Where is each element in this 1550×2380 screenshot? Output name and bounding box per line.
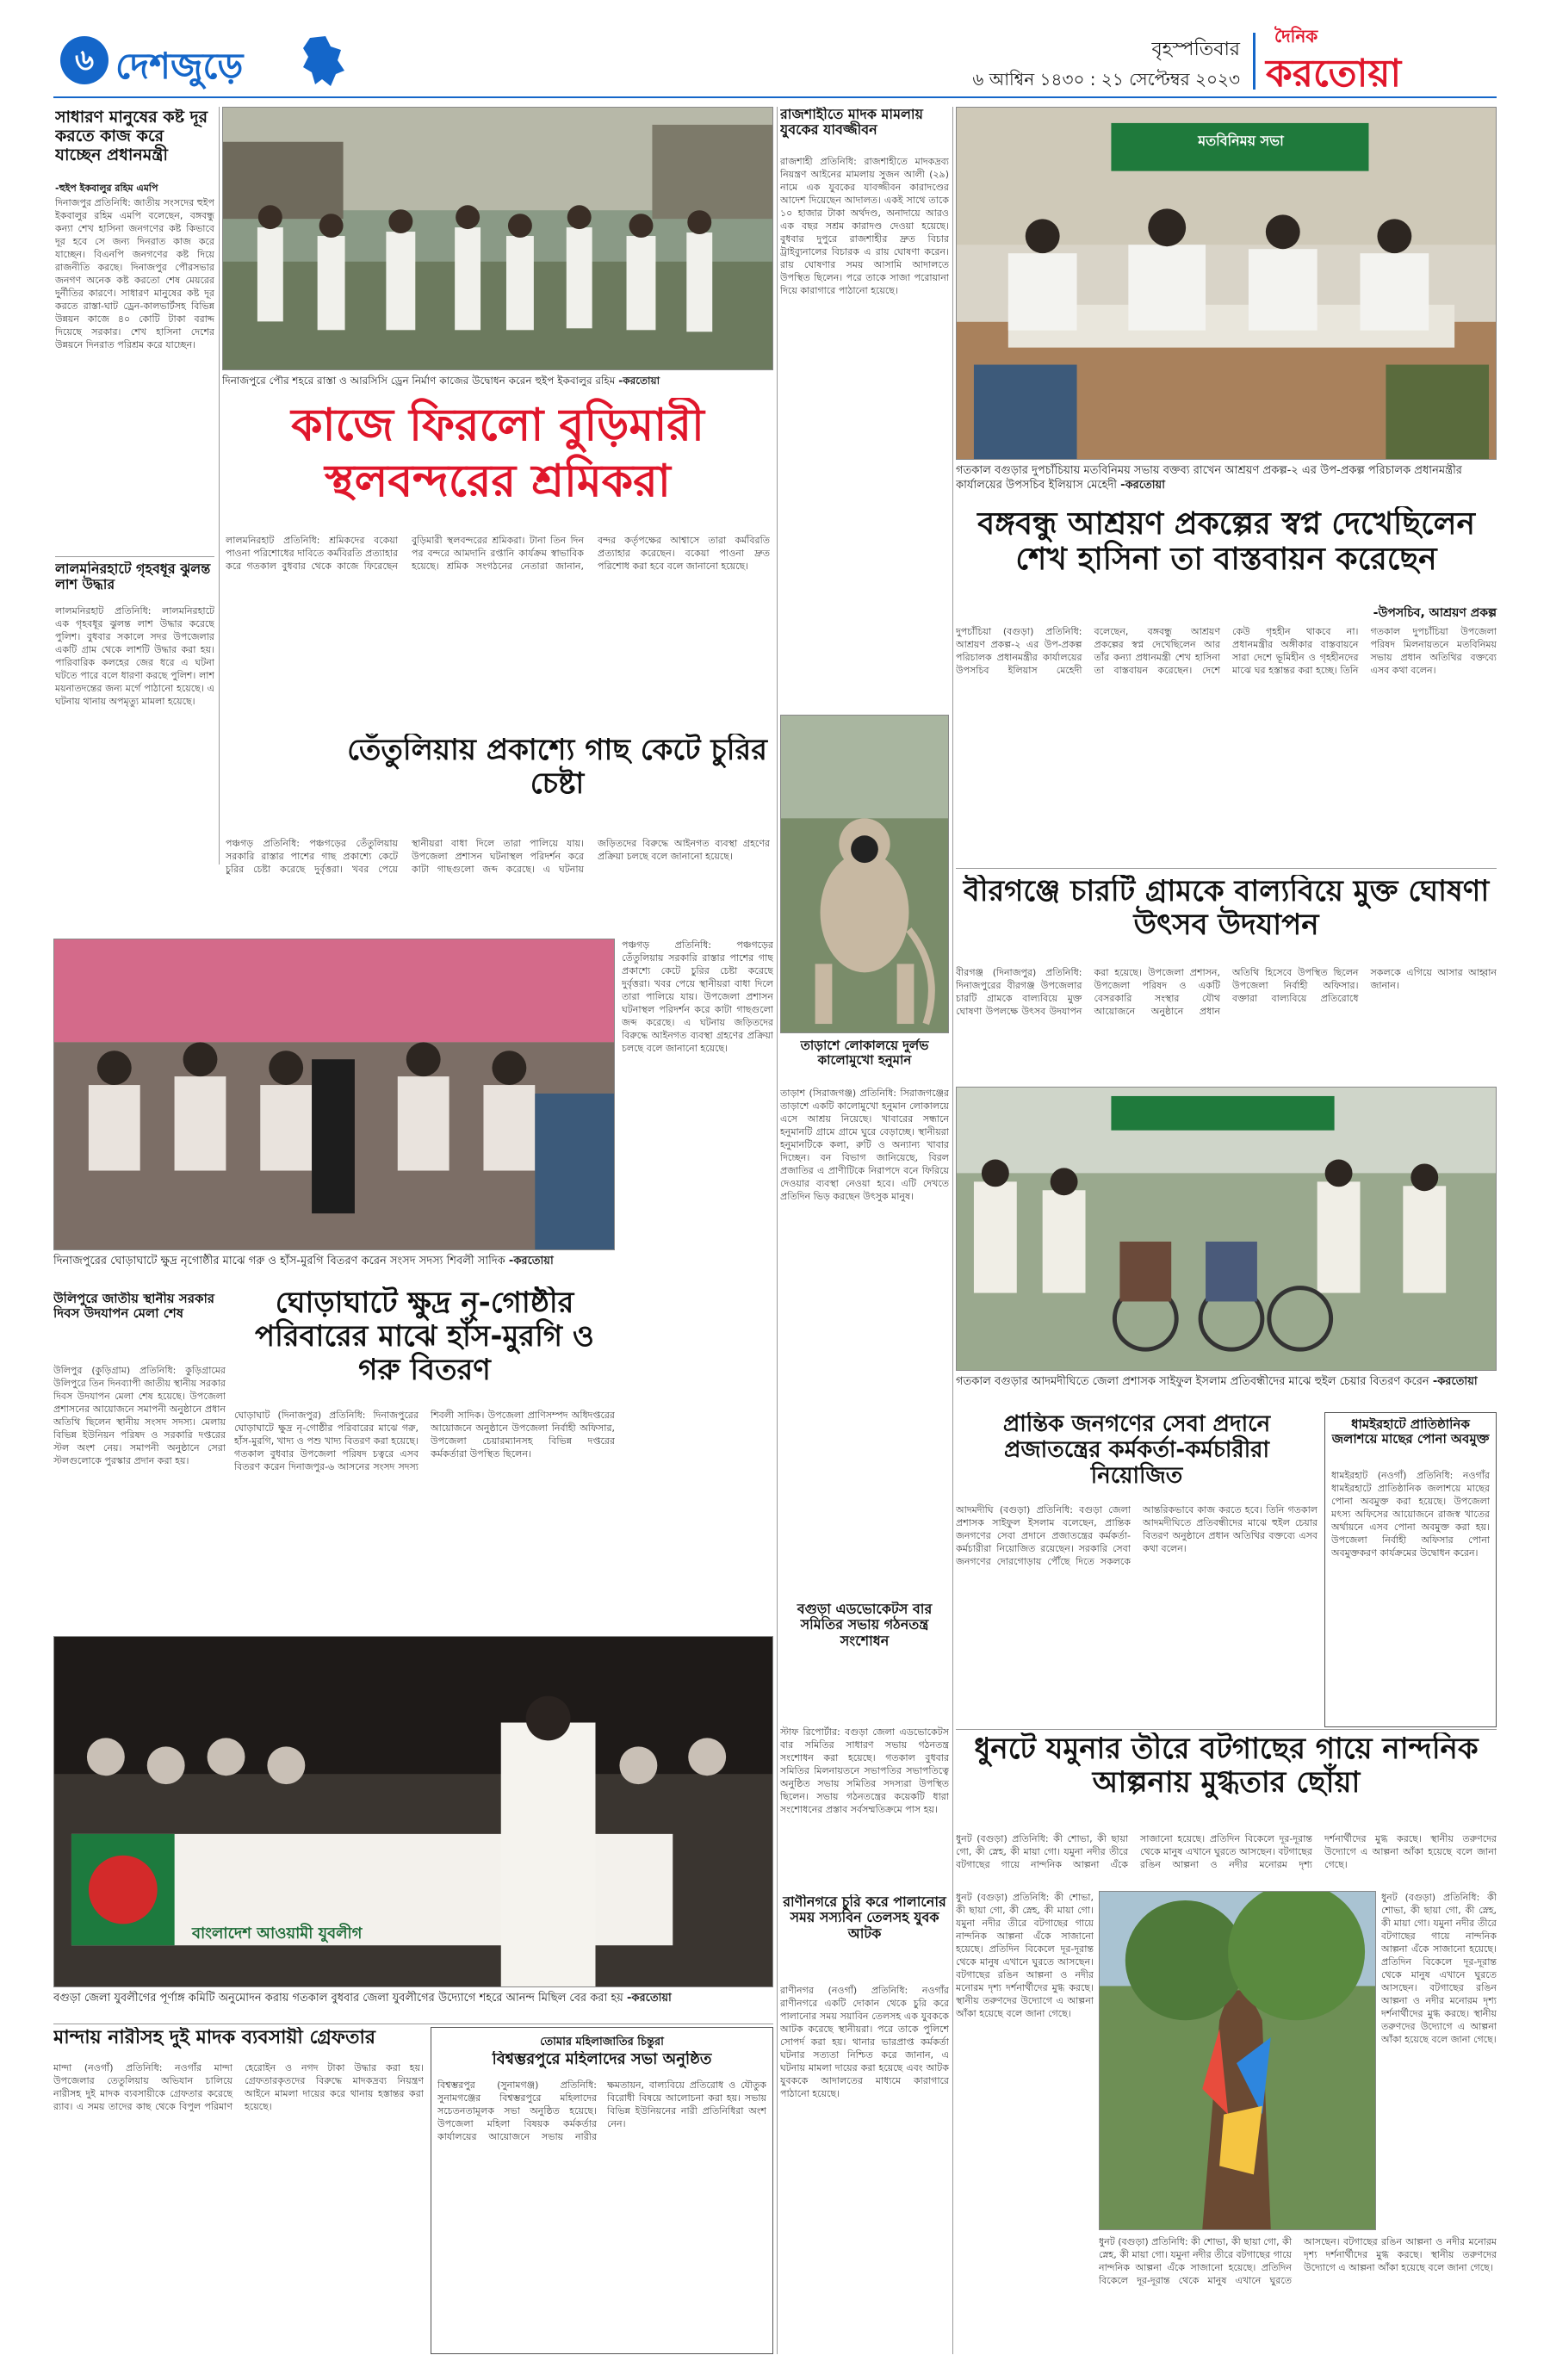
story-9-photo-caption [53, 1254, 615, 1285]
story-7-headline: বঙ্গবন্ধু আশ্রয়ণ প্রকল্পের স্বপ্ন দেখেছিলেন শেখ হাসিনা তা বাস্তবায়ন করেছেন [977, 506, 1475, 578]
story-11-photo-caption: তাড়াশে লোকালয়ে দুর্লভ কালোমুখো হনুমান [800, 1038, 929, 1069]
caption-text: বগুড়া জেলা যুবলীগের পূর্ণাঙ্গ কমিটি অনুমোদন করায় গতকাল বুধবার জেলা যুবলীগের উদ্যোগে শহরে আনন্দ মিছিল বের করা হয় [53, 1992, 623, 2005]
story-7-body: দুপচাঁচিয়া (বগুড়া) প্রতিনিধি: আশ্রয়ণ প্রকল্প-২ এর উপ-প্রকল্প পরিচালক প্রধানমন্ত্রীর কার্যালয়ের উপসচিব ইলিয়াস মেহেদী বলেছেন, বঙ্গবন্ধু আশ্রয়ণ প্রকল্পের স্বপ্ন দেখেছিলেন আর তাঁর কন্যা প্রধানমন্ত্রী শেখ হাসিনা তা বাস্তবায়ন করেছেন। দেশে কেউ গৃহহীন থাকবে না। প্রধানমন্ত্রীর অঙ্গীকার বাস্তবায়নে সারা দেশে ভূমিহীন ও গৃহহীনদের মাঝে ঘর হস্তান্তর করা হচ্ছে। তিনি গতকাল দুপচাঁচিয়া উপজেলা পরিষদ মিলনায়তনে মতবিনিময় সভায় প্রধান অতিথির বক্তব্যে এসব কথা বলেন। [956, 626, 1497, 676]
story-11-body: তাড়াশ (সিরাজগঞ্জ) প্রতিনিধি: সিরাজগঞ্জের তাড়াশে একটি কালোমুখো হনুমান লোকালয়ে এসে আশ্রয় নিয়েছে। খাবারের সন্ধানে হনুমানটি গ্রামে গ্রামে ঘুরে বেড়াচ্ছে। স্থানীয়রা হনুমানটিকে কলা, রুটি ও অন্যান্য খাবার দিচ্ছেন। বন বিভাগ জানিয়েছে, বিরল প্রজাতির এ প্রাণীটিকে নিরাপদে বনে ফিরিয়ে দেওয়ার ব্যবস্থা নেওয়া হবে। এটি দেখতে প্রতিদিন ভিড় করছেন উৎসুক মানুষ। [780, 1088, 949, 1202]
story-12-banner: বাংলাদেশ আওয়ামী যুবলীগ [192, 1924, 363, 1943]
story-10-headline: উলিপুরে জাতীয় স্থানীয় সরকার দিবস উদযাপন মেলা শেষ [53, 1292, 215, 1322]
story-2-headline: লালমনিরহাটে গৃহবধূর ঝুলন্ত লাশ উদ্ধার [55, 561, 211, 593]
story-18-photo [1099, 1891, 1376, 2230]
story-9-body: ঘোড়াঘাট (দিনাজপুর) প্রতিনিধি: দিনাজপুরের ঘোড়াঘাটে ক্ষুদ্র নৃ-গোষ্ঠীর পরিবারের মাঝে গরু, হাঁস-মুরগি, খাদ্য ও পশু খাদ্য বিতরণ করা হয়েছে। গতকাল বুধবার উপজেলা পরিষদ চত্বরে এসব বিতরণ করেন দিনাজপুর-৬ আসনের সংসদ সদস্য শিবলী সাদিক। উপজেলা প্রাণিসম্পদ অধিদপ্তরের আয়োজনে অনুষ্ঠানে উপজেলা নির্বাহী অফিসার, উপজেলা চেয়ারম্যানসহ বিভিন্ন দপ্তরের কর্মকর্তারা উপস্থিত ছিলেন। [234, 1410, 615, 1472]
story-9-headline: ঘোড়াঘাটে ক্ষুদ্র নৃ-গোষ্ঠীর পরিবারের মাঝে হাঁস-মুরগি ও গরু বিতরণ [255, 1286, 594, 1388]
story-1-byline: -হুইপ ইকবালুর রহিম এমপি [55, 183, 158, 194]
weekday: বৃহস্পতিবার [1151, 39, 1240, 60]
column-rule [219, 107, 220, 865]
column-rule [777, 107, 778, 2354]
column-rule [952, 107, 953, 2354]
story-8-headline: বীরগঞ্জে চারটি গ্রামকে বাল্যবিয়ে মুক্ত ঘোষণা উৎসব উদযাপন [963, 875, 1490, 943]
story-20-body: বিশ্বম্ভরপুর (সুনামগঞ্জ) প্রতিনিধি: সুনামগঞ্জের বিশ্বম্ভরপুরে মহিলাদের সচেতনতামূলক সভা অনুষ্ঠিত হয়েছে। উপজেলা মহিলা বিষয়ক কর্মকর্তার কার্যালয়ের আয়োজনে সভায় নারীর ক্ষমতায়ন, বাল্যবিয়ে প্রতিরোধ ও যৌতুক বিরোধী বিষয়ে আলোচনা করা হয়। সভায় বিভিন্ন ইউনিয়নের নারী প্রতিনিধিরা অংশ নেন। [437, 2079, 766, 2142]
story-3-headline: রাজশাহীতে মাদক মামলায় যুবকের যাবজ্জীবন [780, 107, 923, 139]
story-14-headline: প্রান্তিক জনগণের সেবা প্রদানে প্রজাতন্ত্রের কর্মকর্তা-কর্মচারীরা নিয়োজিত [1002, 1412, 1271, 1489]
story-8-body: বীরগঞ্জ (দিনাজপুর) প্রতিনিধি: দিনাজপুরের বীরগঞ্জ উপজেলার চারটি গ্রামকে বাল্যবিয়ে মুক্ত ঘোষণা উপলক্ষে উৎসব উদযাপন করা হয়েছে। উপজেলা প্রশাসন, উপজেলা পরিষদ ও একটি বেসরকারি সংস্থার যৌথ আয়োজনে অনুষ্ঠানে প্রধান অতিথি হিসেবে উপস্থিত ছিলেন উপজেলা নির্বাহী অফিসার। বক্তারা বাল্যবিয়ে প্রতিরোধে সকলকে এগিয়ে আসার আহ্বান জানান। [956, 967, 1497, 1017]
story-11-photo [780, 715, 949, 1033]
paper-logo: করতোয়া [1266, 52, 1402, 96]
story-14-body: আদমদীঘি (বগুড়া) প্রতিনিধি: বগুড়া জেলা প্রশাসক সাইফুল ইসলাম বলেছেন, প্রান্তিক জনগণের সেবা প্রদানে প্রজাতন্ত্রের কর্মকর্তা-কর্মচারীরা নিয়োজিত রয়েছেন। সরকারি সেবা জনগণের দোরগোড়ায় পৌঁছে দিতে সকলকে আন্তরিকভাবে কাজ করতে হবে। তিনি গতকাল আদমদীঘিতে প্রতিবন্ধীদের মাঝে হুইল চেয়ার বিতরণ অনুষ্ঠানে প্রধান অতিথির বক্তব্যে এসব কথা বলেন। [956, 1504, 1318, 1567]
story-4-banner: মতবিনিময় সভা [1198, 133, 1284, 149]
story-1-body: দিনাজপুর প্রতিনিধি: জাতীয় সংসদের হুইপ ইকবালুর রহিম এমপি বলেছেন, বঙ্গবন্ধু কন্যা শেখ হাসিনা জনগণের কষ্ট কিভাবে দূর হবে সে জন্য দিনরাত কাজ করে যাচ্ছেন। বিএনপি জনগণের কষ্ট দিয়ে রাজনীতি করছে। দিনাজপুর পৌরসভার জনগণ অনেক কষ্ট করতো শেষ মেয়রের দুর্নীতির কারণে। সাধারণ মানুষের কষ্ট দূর করতে রাস্তা-ঘাট ড্রেন-কালভার্টসহ বিভিন্ন উন্নয়ন কাজে ৪০ কোটি টাকা বরাদ্দ দিয়েছে সরকার। শেখ হাসিনা দেশের উন্নয়নে দিনরাত পরিশ্রম করে যাচ্ছেন। [55, 197, 214, 350]
row-rule [956, 1729, 1497, 1730]
story-12-photo-caption [53, 1991, 773, 2022]
masthead-rule [53, 96, 1497, 98]
story-19-headline: মান্দায় নারীসহ দুই মাদক ব্যবসায়ী গ্রেফতার [53, 2027, 375, 2048]
story-7-byline: -উপসচিব, আশ্রয়ণ প্রকল্প [1373, 606, 1497, 620]
masthead [0, 0, 1550, 95]
story-4-photo-caption [956, 463, 1497, 494]
story-12-photo [53, 1636, 773, 1987]
paper-name-top: দৈনিক [1274, 26, 1318, 46]
story-5-photo-caption [222, 374, 773, 391]
story-18-body-right: ধুনট (বগুড়া) প্রতিনিধি: কী শোভা, কী ছায়া গো, কী স্নেহ, কী মায়া গো। যমুনা নদীর তীরে বটগাছের গায়ে নান্দনিক আল্পনা এঁকে সাজানো হয়েছে। প্রতিদিন বিকেলে দূর-দূরান্ত থেকে মানুষ এখানে ঘুরতে আসছেন। বটগাছের রঙিন আল্পনা ও নদীর মনোরম দৃশ্য দর্শনার্থীদের মুগ্ধ করছে। স্থানীয় তরুণদের উদ্যোগে এ আল্পনা আঁকা হয়েছে বলে জানা গেছে। [1381, 1892, 1497, 2045]
caption-text: দিনাজপুরের ঘোড়াঘাটে ক্ষুদ্র নৃগোষ্ঠীর মাঝে গরু ও হাঁস-মুরগি বিতরণ করেন সংসদ সদস্য শিবলী সাদিক [53, 1255, 505, 1267]
story-18-body-bottom: ধুনট (বগুড়া) প্রতিনিধি: কী শোভা, কী ছায়া গো, কী স্নেহ, কী মায়া গো। যমুনা নদীর তীরে বটগাছের গায়ে নান্দনিক আল্পনা এঁকে সাজানো হয়েছে। প্রতিদিন বিকেলে দূর-দূরান্ত থেকে মানুষ এখানে ঘুরতে আসছেন। বটগাছের রঙিন আল্পনা ও নদীর মনোরম দৃশ্য দর্শনার্থীদের মুগ্ধ করছে। স্থানীয় তরুণদের উদ্যোগে এ আল্পনা আঁকা হয়েছে বলে জানা গেছে। [1099, 2236, 1497, 2286]
page-number-badge: ৬ [60, 36, 108, 84]
story-16-headline: ধামইরহাটে প্রাতিষ্ঠানিক জলাশয়ে মাছের পোনা অবমুক্ত [1331, 1417, 1490, 1447]
photo-credit: -করতোয়া [626, 1992, 672, 2005]
story-18-body-left: ধুনট (বগুড়া) প্রতিনিধি: কী শোভা, কী ছায়া গো, কী স্নেহ, কী মায়া গো। যমুনা নদীর তীরে বটগাছের গায়ে নান্দনিক আল্পনা এঁকে সাজানো হয়েছে। প্রতিদিন বিকেলে দূর-দূরান্ত থেকে মানুষ এখানে ঘুরতে আসছেন। বটগাছের রঙিন আল্পনা ও নদীর মনোরম দৃশ্য দর্শনার্থীদের মুগ্ধ করছে। স্থানীয় তরুণদের উদ্যোগে এ আল্পনা আঁকা হয়েছে বলে জানা গেছে। [956, 1892, 1094, 2019]
story-1-headline: সাধারণ মানুষের কষ্ট দূর করতে কাজ করে যাচ্ছেন প্রধানমন্ত্রী [55, 108, 208, 164]
story-13-body: স্টাফ রিপোর্টার: বগুড়া জেলা এডভোকেটস বার সমিতির সাধারণ সভায় গঠনতন্ত্র সংশোধন করা হয়েছে। গতকাল বুধবার সমিতির মিলনায়তনে সভাপতির সভাপতিত্বে অনুষ্ঠিত সভায় সমিতির সদস্যরা উপস্থিত ছিলেন। সভায় গঠনতন্ত্রের কয়েকটি ধারা সংশোধনের প্রস্তাব সর্বসম্মতিক্রমে পাস হয়। [780, 1726, 949, 1815]
story-5-photo [222, 107, 773, 370]
story-13-headline: বগুড়া এডভোকেটস বার সমিতির সভায় গঠনতন্ত্র সংশোধন [797, 1602, 933, 1649]
story-10-body: উলিপুর (কুড়িগ্রাম) প্রতিনিধি: কুড়িগ্রামের উলিপুরে তিন দিনব্যাপী জাতীয় স্থানীয় সরকার দিবস উদযাপন মেলা শেষ হয়েছে। উপজেলা প্রশাসনের আয়োজনে সমাপনী অনুষ্ঠানে প্রধান অতিথি ছিলেন স্থানীয় সংসদ সদস্য। মেলায় বিভিন্ন ইউনিয়ন পরিষদ ও সরকারি দপ্তরের স্টল অংশ নেয়। সমাপনী অনুষ্ঠানে সেরা স্টলগুলোকে পুরস্কার প্রদান করা হয়। [53, 1365, 226, 1466]
story-17-body: রাণীনগর (নওগাঁ) প্রতিনিধি: নওগাঁর রাণীনগরে একটি দোকান থেকে চুরি করে পালানোর সময় সয়াবিন তেলসহ এক যুবককে আটক করেছে স্থানীয়রা। পরে তাকে পুলিশে সোপর্দ করা হয়। থানার ভারপ্রাপ্ত কর্মকর্তা ঘটনার সত্যতা নিশ্চিত করে জানান, এ ঘটনায় মামলা দায়ের করা হয়েছে এবং আটক যুবককে আদালতের মাধ্যমে কারাগারে পাঠানো হয়েছে। [780, 1985, 949, 2099]
story-2-body: লালমনিরহাট প্রতিনিধি: লালমনিরহাটে এক গৃহবধূর ঝুলন্ত লাশ উদ্ধার করেছে পুলিশ। বুধবার সকালে সদর উপজেলার একটি গ্রাম থেকে লাশটি উদ্ধার করা হয়। পারিবারিক কলহের জের ধরে এ ঘটনা ঘটতে পারে বলে ধারণা করছে পুলিশ। লাশ ময়নাতদন্তের জন্য মর্গে পাঠানো হয়েছে। এ ঘটনায় থানায় অপমৃত্যু মামলা হয়েছে। [55, 605, 214, 707]
story-6-headline: তেঁতুলিয়ায় প্রকাশ্যে গাছ কেটে চুরির চেষ্টা [347, 734, 767, 802]
story-9-photo [53, 939, 615, 1250]
bangladesh-map-icon [293, 31, 353, 91]
story-15-photo [956, 1087, 1497, 1371]
story-16-body: ধামইরহাট (নওগাঁ) প্রতিনিধি: নওগাঁর ধামইরহাটে প্রাতিষ্ঠানিক জলাশয়ে মাছের পোনা অবমুক্ত করা হয়েছে। উপজেলা মৎস্য অফিসের আয়োজনে রাজস্ব খাতের অর্থায়নে এসব পোনা অবমুক্ত করা হয়। উপজেলা নির্বাহী অফিসার পোনা অবমুক্তকরণ কার্যক্রমের উদ্বোধন করেন। [1331, 1470, 1490, 1559]
story-6-body: পঞ্চগড় প্রতিনিধি: পঞ্চগড়ের তেঁতুলিয়ায় সরকারি রাস্তার পাশের গাছ প্রকাশ্যে কেটে চুরির চেষ্টা করেছে দুর্বৃত্তরা। খবর পেয়ে স্থানীয়রা বাধা দিলে তারা পালিয়ে যায়। উপজেলা প্রশাসন ঘটনাস্থল পরিদর্শন করে কাটা গাছগুলো জব্দ করেছে। এ ঘটনায় জড়িতদের বিরুদ্ধে আইনগত ব্যবস্থা গ্রহণের প্রক্রিয়া চলছে বলে জানানো হয়েছে। [226, 838, 770, 875]
story-15-photo-caption [956, 1374, 1497, 1405]
photo-credit: -করতোয়া [618, 375, 660, 387]
story-4-photo [956, 107, 1497, 460]
story-5-body: লালমনিরহাট প্রতিনিধি: শ্রমিকদের বকেয়া পাওনা পরিশোধের দাবিতে কর্মবিরতি প্রত্যাহার করে গতকাল বুধবার থেকে কাজে ফিরেছেন বুড়িমারী স্থলবন্দরের শ্রমিকরা। টানা তিন দিন পর বন্দরে আমদানি রপ্তানি কার্যক্রম স্বাভাবিক হয়েছে। শ্রমিক সংগঠনের নেতারা জানান, বন্দর কর্তৃপক্ষের আশ্বাসে তারা কর্মবিরতি প্রত্যাহার করেছেন। বকেয়া পাওনা দ্রুত পরিশোধ করা হবে বলে জানানো হয়েছে। [226, 535, 770, 572]
section-title: দেশজুড়ে [115, 45, 244, 87]
story-20-kicker: তোমার মহিলাজাতির চিন্তুরা [540, 2036, 664, 2048]
caption-text: গতকাল বগুড়ার দুপচাঁচিয়ায় মতবিনিময় সভায় বক্তব্য রাখেন আশ্রয়ণ প্রকল্প-২ এর উপ-প্রকল্প পরিচালক প্রধানমন্ত্রীর কার্যালয়ের উপসচিব ইলিয়াস মেহেদী [956, 464, 1462, 492]
photo-credit: -করতোয়া [1120, 479, 1165, 492]
story-3-body: রাজশাহী প্রতিনিধি: রাজশাহীতে মাদকদ্রব্য নিয়ন্ত্রণ আইনের মামলায় সুজন আলী (২৯) নামে এক যুবকের যাবজ্জীবন কারাদণ্ডের আদেশ দিয়েছেন আদালত। একই সাথে তাকে ১০ হাজার টাকা অর্থদণ্ড, অনাদায়ে আরও এক বছর সশ্রম কারাদণ্ড দেওয়া হয়েছে। বুধবার দুপুরে রাজশাহীর দ্রুত বিচার ট্রাইব্যুনালের বিচারক এ রায় ঘোষণা করেন। রায় ঘোষণার সময় আসামি আদালতে উপস্থিত ছিলেন। পরে তাকে সাজা পরোয়ানা দিয়ে কারাগারে পাঠানো হয়েছে। [780, 156, 949, 296]
story-18-headline: ধুনটে যমুনার তীরে বটগাছের গায়ে নান্দনিক আল্পনায় মুগ্ধতার ছোঁয়া [974, 1732, 1479, 1800]
story-5-headline: কাজে ফিরলো বুড়িমারী স্থলবন্দরের শ্রমিকরা [291, 400, 704, 507]
story-6-body-continued: পঞ্চগড় প্রতিনিধি: পঞ্চগড়ের তেঁতুলিয়ায় সরকারি রাস্তার পাশের গাছ প্রকাশ্যে কেটে চুরির চেষ্টা করেছে দুর্বৃত্তরা। খবর পেয়ে স্থানীয়রা বাধা দিলে তারা পালিয়ে যায়। উপজেলা প্রশাসন ঘটনাস্থল পরিদর্শন করে কাটা গাছগুলো জব্দ করেছে। এ ঘটনায় জড়িতদের বিরুদ্ধে আইনগত ব্যবস্থা গ্রহণের প্রক্রিয়া চলছে বলে জানানো হয়েছে। [622, 939, 773, 1054]
date-line: ৬ আশ্বিন ১৪৩০ : ২১ সেপ্টেম্বর ২০২৩ [972, 69, 1240, 90]
divider [55, 556, 214, 557]
story-17-headline: রাণীনগরে চুরি করে পালানোর সময় সস্যবিন তেলসহ যুবক আটক [783, 1894, 946, 1942]
caption-text: গতকাল বগুড়ার আদমদীঘিতে জেলা প্রশাসক সাইফুল ইসলাম প্রতিবন্ধীদের মাঝে হুইল চেয়ার বিতরণ করেন [956, 1375, 1429, 1388]
photo-credit: -করতোয়া [1432, 1375, 1478, 1388]
caption-text: দিনাজপুরে পৌর শহরে রাস্তা ও আরসিসি ড্রেন নির্মাণ কাজের উদ্বোধন করেন হুইপ ইকবালুর রহিম [222, 375, 616, 387]
story-20-headline: বিশ্বম্ভরপুরে মহিলাদের সভা অনুষ্ঠিত [492, 2051, 712, 2068]
row-rule [956, 868, 1497, 869]
photo-credit: -করতোয়া [508, 1255, 554, 1267]
story-18-body: ধুনট (বগুড়া) প্রতিনিধি: কী শোভা, কী ছায়া গো, কী স্নেহ, কী মায়া গো। যমুনা নদীর তীরে বটগাছের গায়ে নান্দনিক আল্পনা এঁকে সাজানো হয়েছে। প্রতিদিন বিকেলে দূর-দূরান্ত থেকে মানুষ এখানে ঘুরতে আসছেন। বটগাছের রঙিন আল্পনা ও নদীর মনোরম দৃশ্য দর্শনার্থীদের মুগ্ধ করছে। স্থানীয় তরুণদের উদ্যোগে এ আল্পনা আঁকা হয়েছে বলে জানা গেছে। [956, 1833, 1497, 1870]
masthead-divider [1253, 33, 1256, 90]
story-19-body: মান্দা (নওগাঁ) প্রতিনিধি: নওগাঁর মান্দা উপজেলার তেতুলিয়ায় অভিযান চালিয়ে নারীসহ দুই মাদক ব্যবসায়ীকে গ্রেফতার করেছে র‍্যাব। এ সময় তাদের কাছ থেকে বিপুল পরিমাণ হেরোইন ও নগদ টাকা উদ্ধার করা হয়। গ্রেফতারকৃতদের বিরুদ্ধে মাদকদ্রব্য নিয়ন্ত্রণ আইনে মামলা দায়ের করে থানায় হস্তান্তর করা হয়েছে। [53, 2062, 424, 2112]
